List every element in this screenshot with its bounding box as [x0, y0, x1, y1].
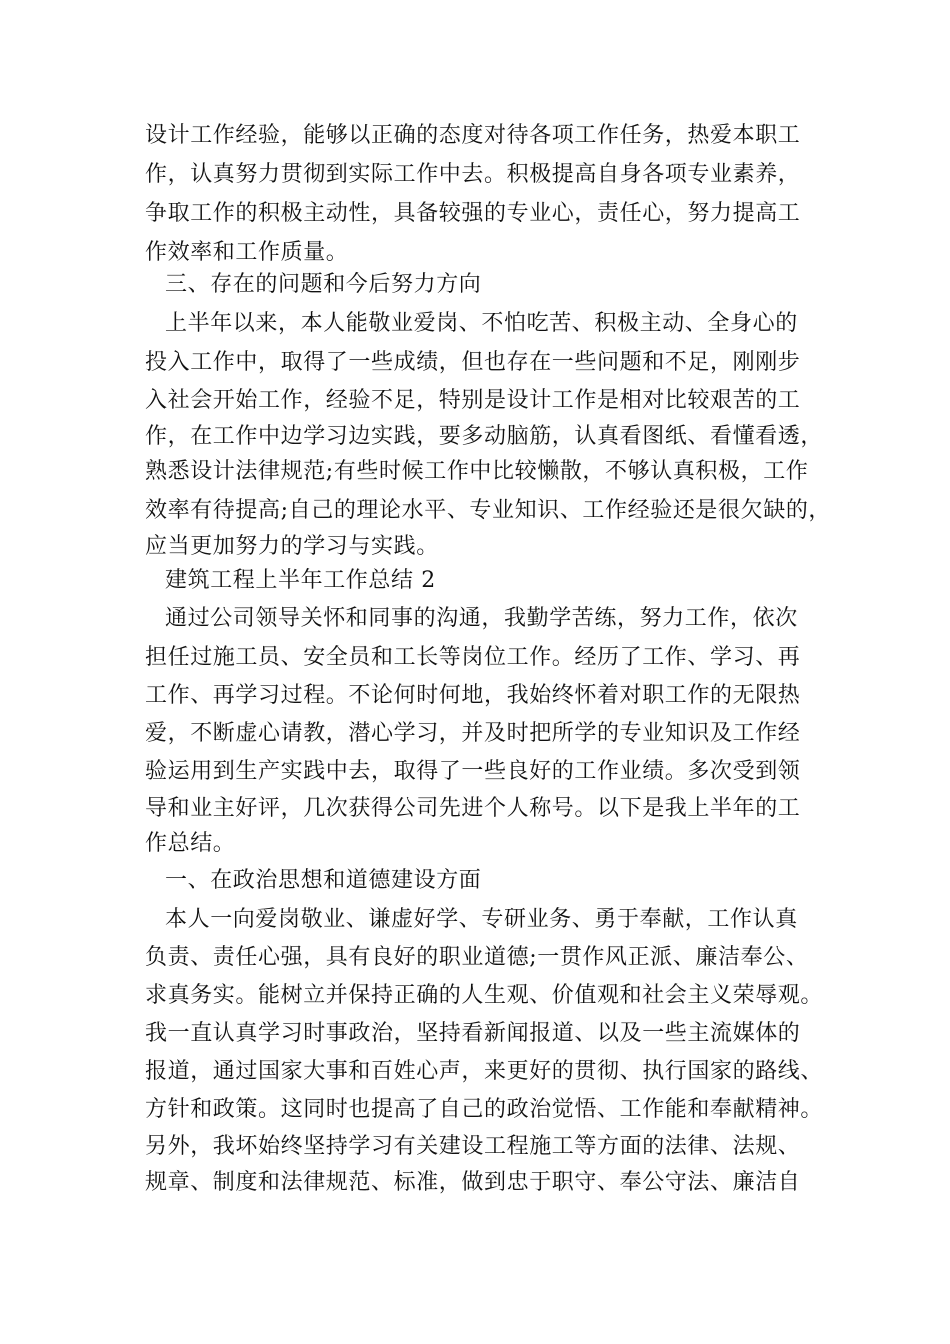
body-text-line: 熟悉设计法律规范;有些时候工作中比较懒散，不够认真积极，工作 — [145, 459, 809, 484]
body-text-line: 作，在工作中边学习边实践，要多动脑筋，认真看图纸、看懂看透， — [145, 424, 824, 449]
body-text-line: 导和业主好评，几次获得公司先进个人称号。以下是我上半年的工 — [145, 796, 801, 821]
body-text-line: 作，认真努力贯彻到实际工作中去。积极提高自身各项专业素养， — [145, 162, 801, 187]
body-text-line: 本人一向爱岗敬业、谦虚好学、专研业务、勇于奉献，工作认真 — [165, 907, 798, 932]
section-heading: 三、存在的问题和今后努力方向 — [165, 272, 482, 297]
body-text-line: 验运用到生产实践中去，取得了一些良好的工作业绩。多次受到领 — [145, 759, 801, 784]
body-text-line: 负责、责任心强，具有良好的职业道德;一贯作风正派、廉洁奉公、 — [145, 945, 809, 970]
section-title: 建筑工程上半年工作总结 2 — [165, 568, 436, 593]
body-text-line: 作总结。 — [145, 831, 236, 856]
body-text-line: 应当更加努力的学习与实践。 — [145, 534, 439, 559]
body-text-line: 担任过施工员、安全员和工长等岗位工作。经历了工作、学习、再 — [145, 645, 801, 670]
body-text-line: 工作、再学习过程。不论何时何地，我始终怀着对职工作的无限热 — [145, 683, 801, 708]
body-text-line: 求真务实。能树立并保持正确的人生观、价值观和社会主义荣辱观。 — [145, 983, 824, 1008]
body-text-line: 我一直认真学习时事政治，坚持看新闻报道、以及一些主流媒体的 — [145, 1021, 801, 1046]
body-text-line: 上半年以来，本人能敬业爱岗、不怕吃苦、积极主动、全身心的 — [165, 311, 798, 336]
body-text-line: 争取工作的积极主动性，具备较强的专业心，责任心，努力提高工 — [145, 201, 801, 226]
body-text-line: 效率有待提高;自己的理论水平、专业知识、工作经验还是很欠缺的， — [145, 498, 832, 523]
body-text-line: 通过公司领导关怀和同事的沟通，我勤学苦练，努力工作，依次 — [165, 606, 798, 631]
body-text-line: 报道，通过国家大事和百姓心声，来更好的贯彻、执行国家的路线、 — [145, 1059, 824, 1084]
body-text-line: 作效率和工作质量。 — [145, 240, 349, 265]
body-text-line: 规章、制度和法律规范、标准，做到忠于职守、奉公守法、廉洁自 — [145, 1170, 801, 1195]
body-text-line: 方针和政策。这同时也提高了自己的政治觉悟、工作能和奉献精神。 — [145, 1097, 824, 1122]
body-text-line: 投入工作中，取得了一些成绩，但也存在一些问题和不足，刚刚步 — [145, 350, 801, 375]
section-heading: 一、在政治思想和道德建设方面 — [165, 868, 482, 893]
body-text-line: 入社会开始工作，经验不足，特别是设计工作是相对比较艰苦的工 — [145, 388, 801, 413]
body-text-line: 设计工作经验，能够以正确的态度对待各项工作任务，热爱本职工 — [145, 123, 801, 148]
body-text-line: 另外，我坏始终坚持学习有关建设工程施工等方面的法律、法规、 — [145, 1134, 801, 1159]
body-text-line: 爱，不断虚心请教，潜心学习，并及时把所学的专业知识及工作经 — [145, 721, 801, 746]
